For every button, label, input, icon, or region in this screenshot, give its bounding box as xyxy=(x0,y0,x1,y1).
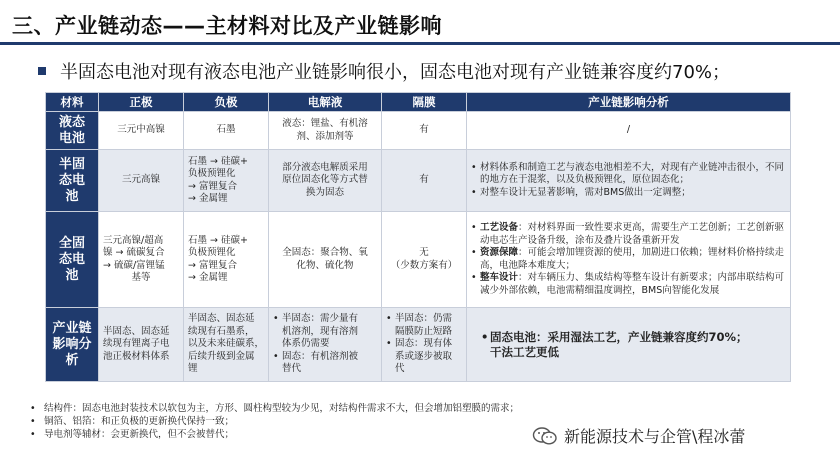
header-material: 材料 xyxy=(46,93,99,112)
separator-cell: 无 （少数方案有） xyxy=(382,212,467,308)
header-impact: 产业链影响分析 xyxy=(467,93,791,112)
cathode-cell: 三元高镍 xyxy=(99,150,184,212)
footnotes xyxy=(30,402,519,441)
impact-cell: / xyxy=(467,112,791,150)
anode-cell: 石墨 xyxy=(184,112,269,150)
separator-cell: 有 xyxy=(382,112,467,150)
anode-cell: 石墨 → 硅碳+ 负极预锂化 → 富锂复合 → 金属锂 xyxy=(184,150,269,212)
impact-cell xyxy=(467,308,791,382)
electrolyte-cell: 部分液态电解质采用 原位固态化等方式替 换为固态 xyxy=(269,150,382,212)
cathode-cell: 半固态、固态延 续现有锂离子电 池正极材料体系 xyxy=(99,308,184,382)
list-item: • 固态：现有体 系或逐步被取 代 xyxy=(386,338,462,376)
table-row xyxy=(46,150,791,212)
anode-cell: 半固态、固态延 续现有石墨系， 以及未来硅碳系， 后续升级到金属 锂 xyxy=(184,308,269,382)
title-rule xyxy=(0,42,840,45)
impact-cell xyxy=(467,150,791,212)
separator-cell: 有 xyxy=(382,150,467,212)
table-header-row xyxy=(46,93,791,112)
summary-text: 半固态电池对现有液态电池产业链影响很小，固态电池对现有产业链兼容度约70%； xyxy=(60,62,731,83)
electrolyte-cell: 液态：锂盐、有机溶 剂、添加剂等 xyxy=(269,112,382,150)
table-row xyxy=(46,112,791,150)
row-label: 全固态电池 xyxy=(46,212,99,308)
header-separator: 隔膜 xyxy=(382,93,467,112)
comparison-table xyxy=(45,92,791,382)
cathode-cell: 三元高镍/超高 镍 → 硫碳复合 → 硫碳/富锂锰 基等 xyxy=(99,212,184,308)
list-item: • 对整车设计无显著影响，需对BMS做出一定调整； xyxy=(471,187,786,200)
wechat-logo-icon xyxy=(532,426,558,446)
header-anode: 负极 xyxy=(184,93,269,112)
row-label: 产业链影响分析 xyxy=(46,308,99,382)
square-bullet-icon xyxy=(38,67,46,75)
separator-cell xyxy=(382,308,467,382)
table-row xyxy=(46,212,791,308)
footnote-item: • 导电剂等辅材：会更新换代，但不会被替代； xyxy=(30,428,519,441)
impact-cell xyxy=(467,212,791,308)
footnote-item: • 铜箔、铝箔：和正负极的更新换代保持一致； xyxy=(30,415,519,428)
summary-bullet xyxy=(38,58,730,84)
footnote-item: • 结构件：固态电池封装技术以软包为主，方形、圆柱构型较为少见，对结构件需求不大，但会增加铝塑膜的需求； xyxy=(30,402,519,415)
electrolyte-cell xyxy=(269,308,382,382)
list-item: • 固态电池：采用湿法工艺，产业链兼容度约70%； 干法工艺更低 xyxy=(481,330,786,360)
watermark-text: 新能源技术与企管\程冰蕾 xyxy=(564,427,746,446)
row-label: 液态电池 xyxy=(46,112,99,150)
list-item: • 整车设计：对车辆压力、集成结构等整车设计有新要求；内部串联结构可减少外部依赖，电池需精细温度调控，BMS向智能化发展 xyxy=(471,272,786,297)
list-item: • 固态：有机溶剂被 替代 xyxy=(273,351,377,376)
list-item: • 材料体系和制造工艺与液态电池相差不大，对现有产业链冲击很小，不同的地方在于混浆，以及负极预锂化，原位固态化； xyxy=(471,162,786,187)
electrolyte-cell: 全固态：聚合物、氧 化物、硫化物 xyxy=(269,212,382,308)
table-row xyxy=(46,308,791,382)
watermark xyxy=(532,424,745,447)
cathode-cell: 三元中高镍 xyxy=(99,112,184,150)
list-item: • 工艺设备：对材料界面一致性要求更高，需要生产工艺创新；工艺创新驱动电芯生产设备升级，涂布及叠片设备重新开发 xyxy=(471,222,786,247)
page-title: 三、产业链动态——主材料对比及产业链影响 xyxy=(12,14,442,38)
anode-cell: 石墨 → 硅碳+ 负极预锂化 → 富锂复合 → 金属锂 xyxy=(184,212,269,308)
list-item: • 资源保障：可能会增加锂资源的使用，加剧进口依赖；锂材料价格持续走高，电池降本难度大； xyxy=(471,247,786,272)
header-cathode: 正极 xyxy=(99,93,184,112)
list-item: • 半固态：需少量有 机溶剂，现有溶剂 体系仍需要 xyxy=(273,313,377,351)
header-electrolyte: 电解液 xyxy=(269,93,382,112)
list-item: • 半固态：仍需 隔膜防止短路 xyxy=(386,313,462,338)
row-label: 半固态电池 xyxy=(46,150,99,212)
